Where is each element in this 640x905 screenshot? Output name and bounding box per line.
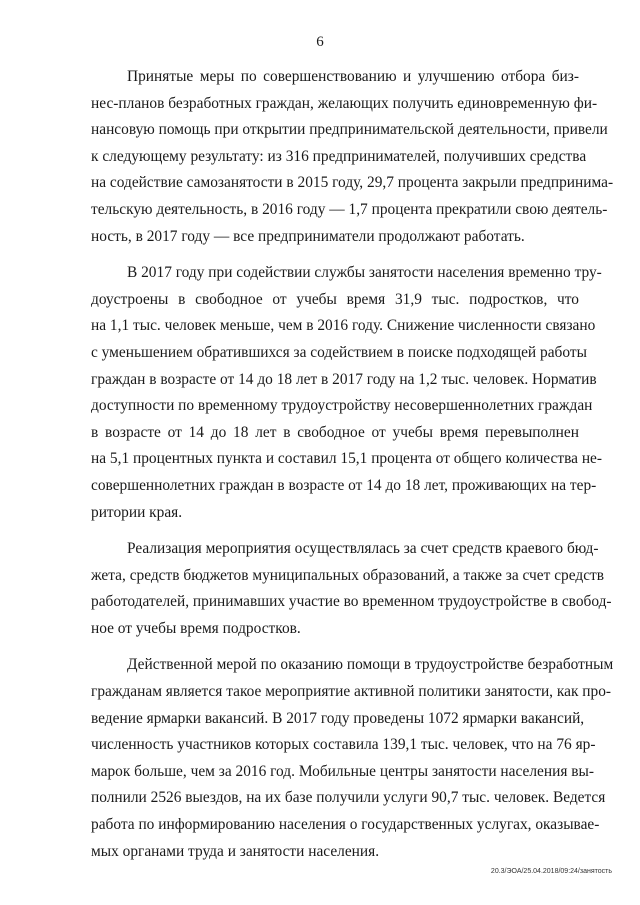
text-line: работа по информированию населения о государственных услугах, оказывае- [91, 816, 600, 834]
text-line: численность участников которых составила 139,1 тыс. человек, что на 76 яр- [91, 736, 596, 754]
text-line: на 1,1 тыс. человек меньше, чем в 2016 году. Снижение численности связано [91, 317, 596, 335]
text-line: Действенной мерой по оказанию помощи в трудоустройстве безработным [127, 656, 614, 674]
text-line: В 2017 году при содействии службы занятости населения временно тру- [127, 264, 602, 282]
text-line: ведение ярмарки вакансий. В 2017 году проведены 1072 ярмарки вакансий, [91, 709, 585, 727]
text-line: с уменьшением обратившихся за содействием в поиске подходящей работы [91, 343, 587, 361]
text-line: нес-планов безработных граждан, желающих получить единовременную фи- [91, 94, 598, 112]
paragraph [91, 64, 614, 250]
text-line: ное от учебы время подростков. [91, 619, 301, 637]
text-line: на 5,1 процентных пункта и составил 15,1 процента от общего количества не- [91, 450, 603, 468]
text-line: мых органами труда и занятости населения. [91, 842, 380, 860]
text-line: Принятые меры по совершенствованию и улучшению отбора биз- [127, 68, 579, 85]
paragraph-gap [91, 642, 579, 652]
text-line: в возрасте от 14 до 18 лет в свободное от учебы время перевыполнен [91, 423, 579, 441]
text-line: ритории края. [91, 503, 183, 521]
text-line: тельскую деятельность, в 2016 году — 1,7 процента прекратили свою деятель- [91, 200, 608, 218]
text-line: жета, средств бюджетов муниципальных образований, а также за счет средств [91, 566, 605, 584]
text-line: ность, в 2017 году — все предприниматели продолжают работать. [91, 227, 525, 245]
paragraph [91, 536, 612, 642]
text-line: совершеннолетних граждан в возрасте от 14 до 18 лет, проживающих на тер- [91, 476, 597, 494]
document-body [91, 64, 614, 865]
paragraph [91, 652, 614, 865]
text-line: доустроены в свободное от учебы время 31,9 тыс. подростков, что [91, 290, 579, 308]
text-line: к следующему результату: из 316 предпринимателей, получивших средства [91, 147, 587, 165]
text-line: работодателей, принимавших участие во временном трудоустройстве в свобод- [91, 593, 612, 611]
text-line: полнили 2526 выездов, на их базе получили услуги 90,7 тыс. человек. Ведется [91, 789, 606, 807]
page-number: 6 [316, 34, 324, 50]
paragraph [91, 260, 603, 526]
text-line: на содействие самозанятости в 2015 году, 29,7 процента закрыли предпринима- [91, 174, 614, 192]
text-line: граждан в возрасте от 14 до 18 лет в 2017 году на 1,2 тыс. человек. Норматив [91, 370, 597, 388]
text-line: гражданам является такое мероприятие активной политики занятости, как про- [91, 683, 612, 701]
text-line: доступности по временному трудоустройству несовершеннолетних граждан [91, 397, 593, 415]
paragraph-gap [91, 250, 579, 260]
text-line: нансовую помощь при открытии предпринимательской деятельности, привели [91, 121, 608, 139]
paragraph-gap [91, 526, 579, 536]
text-line: Реализация мероприятия осуществлялась за счет средств краевого бюд- [127, 540, 599, 558]
text-line: марок больше, чем за 2016 год. Мобильные центры занятости населения вы- [91, 762, 594, 780]
document-stamp: 20.3/ЭОА/25.04.2018/09:24/занятость [490, 868, 612, 875]
